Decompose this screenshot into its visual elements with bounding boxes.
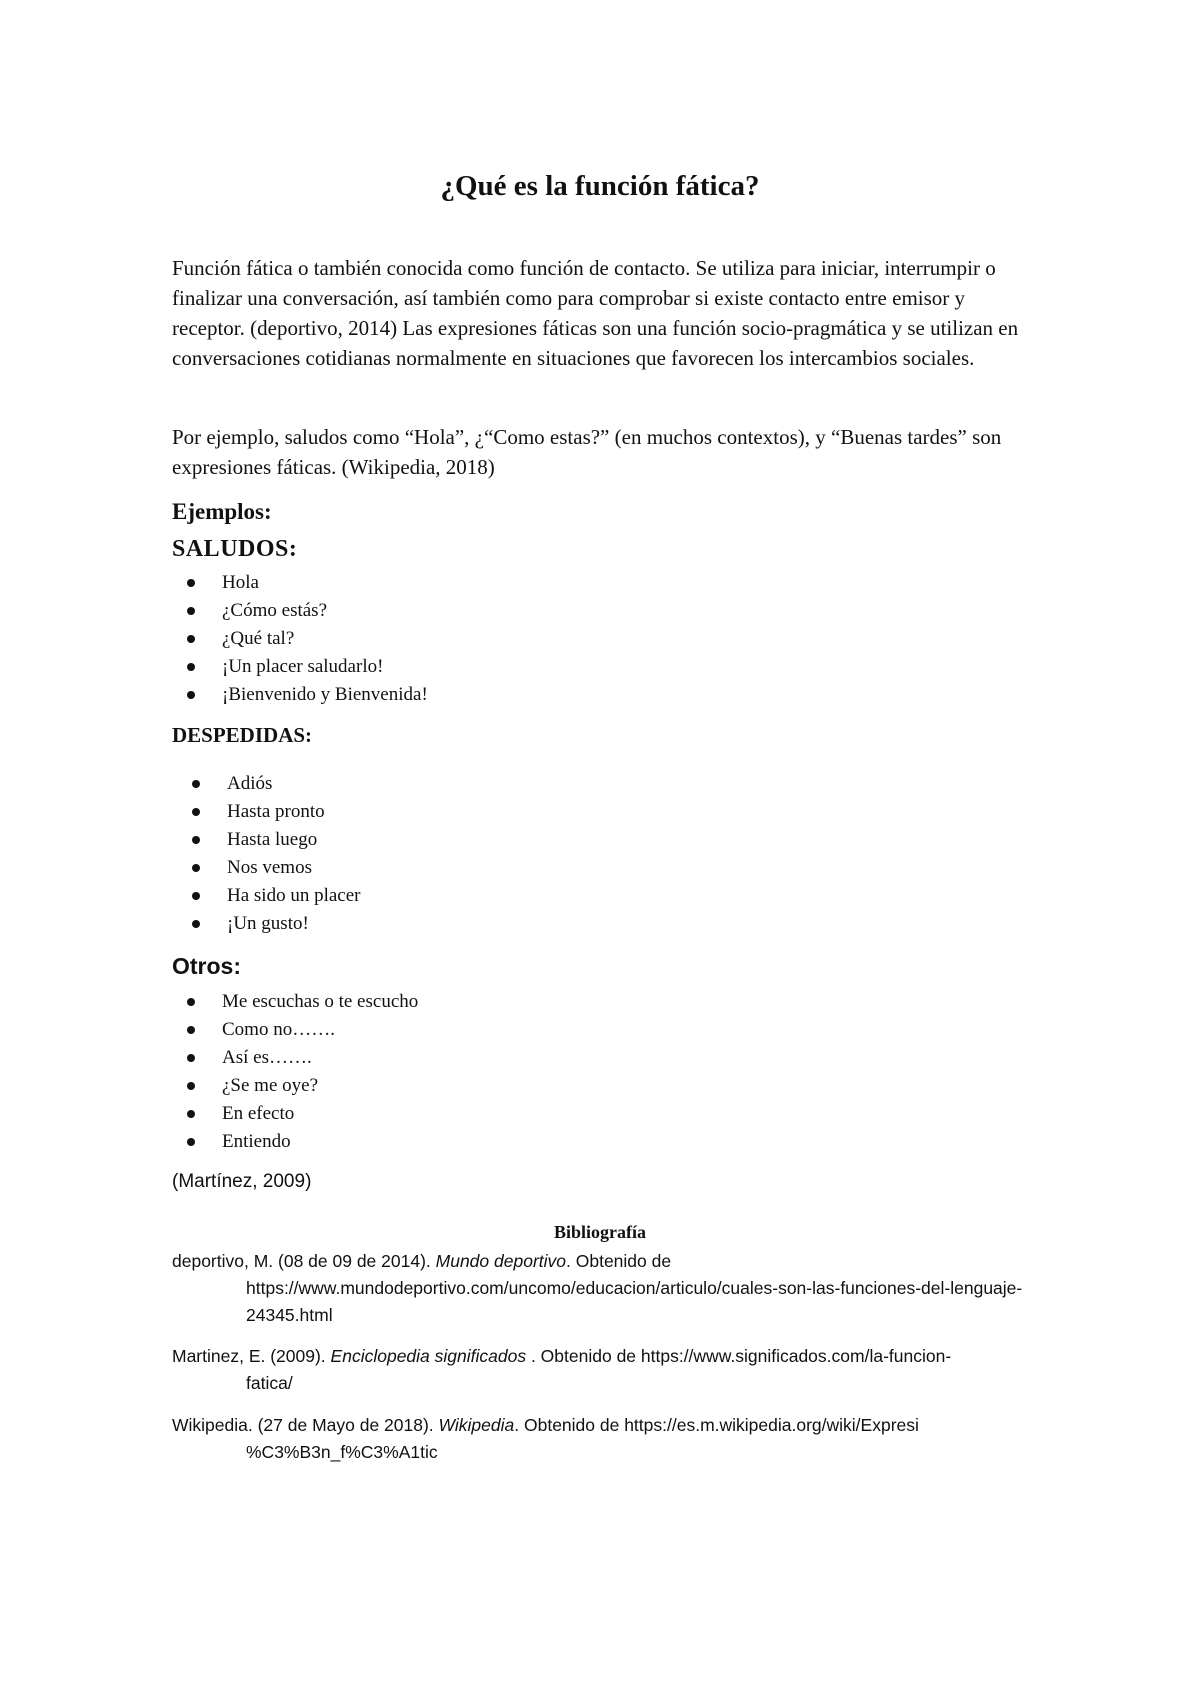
bullet-icon (187, 691, 195, 699)
list-item (222, 1016, 418, 1044)
ref-title: Wikipedia (438, 1415, 515, 1435)
list-item-text: ¿Se me oye? (222, 1075, 319, 1096)
list-item (222, 653, 428, 681)
list-item (222, 569, 428, 597)
list-item (222, 988, 418, 1016)
list-item (222, 1072, 418, 1100)
bibliography-entry (172, 1248, 1032, 1329)
citation: (Martínez, 2009) (172, 1171, 312, 1192)
ref-title: Enciclopedia significados (330, 1346, 527, 1366)
bullet-icon (187, 1054, 195, 1062)
list-item-text: ¿Qué tal? (222, 628, 295, 649)
list-item-text: Hasta pronto (227, 801, 325, 822)
list-item (227, 882, 360, 910)
saludos-list (222, 569, 428, 709)
bullet-icon (187, 1138, 195, 1146)
bullet-icon (187, 607, 195, 615)
example-paragraph: Por ejemplo, saludos como “Hola”, ¿“Como estas?” (en muchos contextos), y “Buenas tardes” son expresiones fáticas. (Wikipedia, 2018) (172, 425, 1002, 479)
list-item-text: Nos vemos (227, 857, 312, 878)
list-item-text: Hasta luego (227, 829, 318, 850)
list-item (222, 681, 428, 709)
list-item (227, 854, 360, 882)
ejemplos-heading: Ejemplos: (172, 499, 272, 524)
saludos-heading: SALUDOS: (172, 536, 298, 562)
list-item (222, 597, 428, 625)
bullet-icon (187, 1110, 195, 1118)
bibliography-heading: Bibliografía (553, 1222, 646, 1242)
list-item-text: Hola (222, 572, 259, 593)
bullet-icon (192, 892, 200, 900)
ref-tail: . Obtenido de https://www.significados.com/la-funcion- (526, 1346, 952, 1366)
otros-list (222, 988, 418, 1156)
list-item-text: Así es……. (222, 1047, 312, 1068)
list-item-text: ¡Bienvenido y Bienvenida! (222, 684, 428, 705)
list-item-text: ¡Un gusto! (227, 913, 309, 934)
ref-tail: . Obtenido de https://es.m.wikipedia.org/wiki/Expresi (514, 1415, 919, 1435)
bullet-icon (187, 998, 195, 1006)
despedidas-list (227, 770, 360, 938)
list-item (227, 910, 360, 938)
page-title: ¿Qué es la función fática? (440, 170, 760, 202)
otros-heading: Otros: (172, 953, 241, 979)
ref-lead: Martinez, E. (2009). (172, 1346, 331, 1366)
list-item-text: Como no……. (222, 1019, 335, 1040)
list-item-text: En efecto (222, 1103, 295, 1124)
ref-url: fatica/ (246, 1373, 293, 1393)
ref-tail: . Obtenido de (566, 1251, 672, 1271)
list-item (227, 770, 360, 798)
bullet-icon (192, 808, 200, 816)
despedidas-heading: DESPEDIDAS: (172, 723, 313, 747)
bibliography-entry (172, 1412, 1032, 1466)
list-item (222, 625, 428, 653)
list-item (227, 826, 360, 854)
bullet-icon (192, 920, 200, 928)
list-item (222, 1044, 418, 1072)
ref-lead: deportivo, M. (08 de 09 de 2014). (172, 1251, 436, 1271)
list-item-text: ¿Cómo estás? (222, 600, 328, 621)
list-item-text: Entiendo (222, 1131, 291, 1152)
ref-url: %C3%B3n_f%C3%A1tic (246, 1442, 438, 1462)
list-item-text: ¡Un placer saludarlo! (222, 656, 384, 677)
intro-paragraph: Función fática o también conocida como función de contacto. Se utiliza para iniciar, interrumpir o finalizar una conversación, así también como para comprobar si existe contacto entre emisor y receptor. (deportivo, 2014) Las expresiones fáticas son una función socio-pragmática y se utilizan en conversaciones cotidianas normalmente en situaciones que favorecen los intercambios sociales. (172, 256, 1019, 370)
list-item (222, 1100, 418, 1128)
bullet-icon (187, 1082, 195, 1090)
bullet-icon (192, 780, 200, 788)
bullet-icon (187, 663, 195, 671)
bullet-icon (192, 864, 200, 872)
bullet-icon (187, 579, 195, 587)
ref-title: Mundo deportivo (435, 1251, 567, 1271)
list-item (227, 798, 360, 826)
ref-url: https://www.mundodeportivo.com/uncomo/educacion/articulo/cuales-son-las-funciones-del-lenguaje-24345.html (246, 1278, 1023, 1325)
list-item-text: Me escuchas o te escucho (222, 991, 419, 1012)
bullet-icon (187, 635, 195, 643)
list-item-text: Ha sido un placer (227, 885, 361, 906)
bullet-icon (192, 836, 200, 844)
ref-lead: Wikipedia. (27 de Mayo de 2018). (172, 1415, 439, 1435)
list-item-text: Adiós (227, 773, 273, 794)
bibliography-entry (172, 1343, 1032, 1397)
bullet-icon (187, 1026, 195, 1034)
list-item (222, 1128, 418, 1156)
